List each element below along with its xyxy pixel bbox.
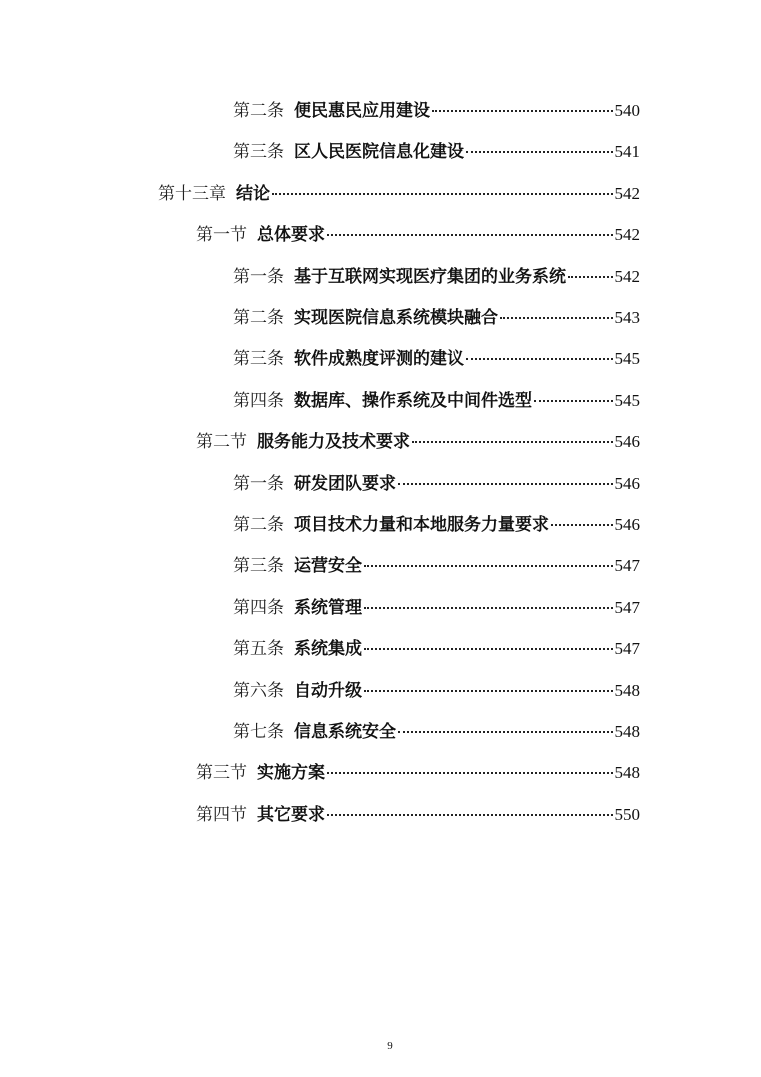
- toc-entry-page: 547: [614, 639, 640, 659]
- toc-entry-page: 548: [614, 680, 640, 700]
- toc-entry[interactable]: [196, 800, 640, 824]
- toc-entry[interactable]: [196, 758, 640, 782]
- toc-entry-page: 545: [614, 349, 640, 369]
- toc-entry-number: 第一条: [233, 473, 284, 493]
- toc-entry-title: 软件成熟度评测的建议: [294, 349, 464, 369]
- toc-entry[interactable]: [233, 717, 640, 741]
- toc-entry[interactable]: [233, 593, 640, 617]
- toc-entry[interactable]: [196, 220, 640, 244]
- dot-leader: [398, 483, 613, 485]
- toc-entry-page: 548: [614, 722, 640, 741]
- toc-entry[interactable]: [233, 551, 640, 575]
- dot-leader: [432, 110, 613, 112]
- toc-entry-title: 结论: [236, 183, 270, 203]
- toc-entry-title: 项目技术力量和本地服务力量要求: [294, 515, 549, 534]
- toc-entry-page: 547: [614, 556, 640, 576]
- toc-entry-title: 基于互联网实现医疗集团的业务系统: [294, 266, 566, 286]
- toc-entry-title: 服务能力及技术要求: [257, 432, 410, 452]
- toc-entry-title: 实现医院信息系统模块融合: [294, 308, 498, 327]
- dot-leader: [364, 565, 613, 567]
- toc-entry[interactable]: [233, 344, 640, 368]
- dot-leader: [327, 814, 613, 816]
- toc-entry-page: 548: [614, 763, 640, 783]
- toc-entry-title: 研发团队要求: [294, 473, 396, 493]
- toc-entry-title: 运营安全: [294, 556, 362, 576]
- dot-leader: [398, 731, 613, 733]
- toc-entry-title: 区人民医院信息化建设: [294, 142, 464, 162]
- toc-entry-title: 实施方案: [257, 763, 325, 783]
- dot-leader: [466, 358, 613, 360]
- toc-entry-page: 550: [614, 804, 640, 824]
- dot-leader: [327, 234, 613, 236]
- toc-entry-number: 第三条: [233, 142, 284, 162]
- toc-entry[interactable]: [233, 634, 640, 658]
- toc-entry-number: 第二条: [233, 515, 284, 534]
- toc-entry-page: 541: [614, 142, 640, 162]
- toc-entry[interactable]: [233, 469, 640, 493]
- toc-entry-page: 545: [614, 390, 640, 410]
- dot-leader: [327, 772, 613, 774]
- toc-entry-page: 543: [614, 308, 640, 327]
- toc-entry-number: 第二条: [233, 101, 284, 120]
- dot-leader: [412, 441, 613, 443]
- dot-leader: [500, 317, 613, 319]
- toc-entry[interactable]: [233, 262, 640, 286]
- toc-entry[interactable]: [233, 676, 640, 700]
- toc-entry-number: 第三条: [233, 556, 284, 576]
- toc-entry-page: 542: [614, 225, 640, 245]
- toc-entry[interactable]: [233, 137, 640, 161]
- toc-entry-number: 第二条: [233, 308, 284, 327]
- toc-entry-number: 第五条: [233, 639, 284, 659]
- toc-entry-number: 第十三章: [158, 183, 226, 203]
- dot-leader: [568, 276, 613, 278]
- toc-entry-number: 第四条: [233, 390, 284, 410]
- dot-leader: [466, 151, 613, 153]
- toc-entry[interactable]: [233, 303, 640, 327]
- toc-entry-title: 信息系统安全: [294, 722, 396, 741]
- toc-entry-page: 546: [614, 473, 640, 493]
- toc-entry-number: 第四节: [196, 804, 247, 824]
- toc-entry-page: 547: [614, 597, 640, 617]
- toc-entry-title: 其它要求: [257, 804, 325, 824]
- dot-leader: [364, 690, 613, 692]
- toc-entry[interactable]: [196, 427, 640, 451]
- toc-entry-page: 542: [614, 183, 640, 203]
- toc-entry-title: 自动升级: [294, 680, 362, 700]
- toc-entry-number: 第三条: [233, 349, 284, 369]
- dot-leader: [364, 648, 613, 650]
- toc-entry-title: 数据库、操作系统及中间件选型: [294, 390, 532, 410]
- toc-entry-title: 系统集成: [294, 639, 362, 659]
- toc-entry-title: 总体要求: [257, 225, 325, 245]
- toc-entry[interactable]: [158, 179, 640, 203]
- toc-entry-title: 便民惠民应用建设: [294, 101, 430, 120]
- toc-entry-title: 系统管理: [294, 597, 362, 617]
- page-number: 9: [387, 1040, 393, 1052]
- toc-entry-number: 第六条: [233, 680, 284, 700]
- toc-entry[interactable]: [233, 96, 640, 120]
- toc-entry-number: 第七条: [233, 722, 284, 741]
- dot-leader: [272, 193, 613, 195]
- dot-leader: [534, 400, 613, 402]
- toc-entry-page: 540: [614, 101, 640, 120]
- dot-leader: [551, 524, 613, 526]
- toc-entry-number: 第三节: [196, 763, 247, 783]
- toc-entry-number: 第二节: [196, 432, 247, 452]
- toc-entry-number: 第一条: [233, 266, 284, 286]
- toc-entry-page: 542: [614, 266, 640, 286]
- dot-leader: [364, 607, 613, 609]
- toc-entry-number: 第四条: [233, 597, 284, 617]
- toc-entry[interactable]: [233, 386, 640, 410]
- toc-entry-page: 546: [614, 515, 640, 534]
- toc-entry[interactable]: [233, 510, 640, 534]
- toc-entry-number: 第一节: [196, 225, 247, 245]
- toc-entry-page: 546: [614, 432, 640, 452]
